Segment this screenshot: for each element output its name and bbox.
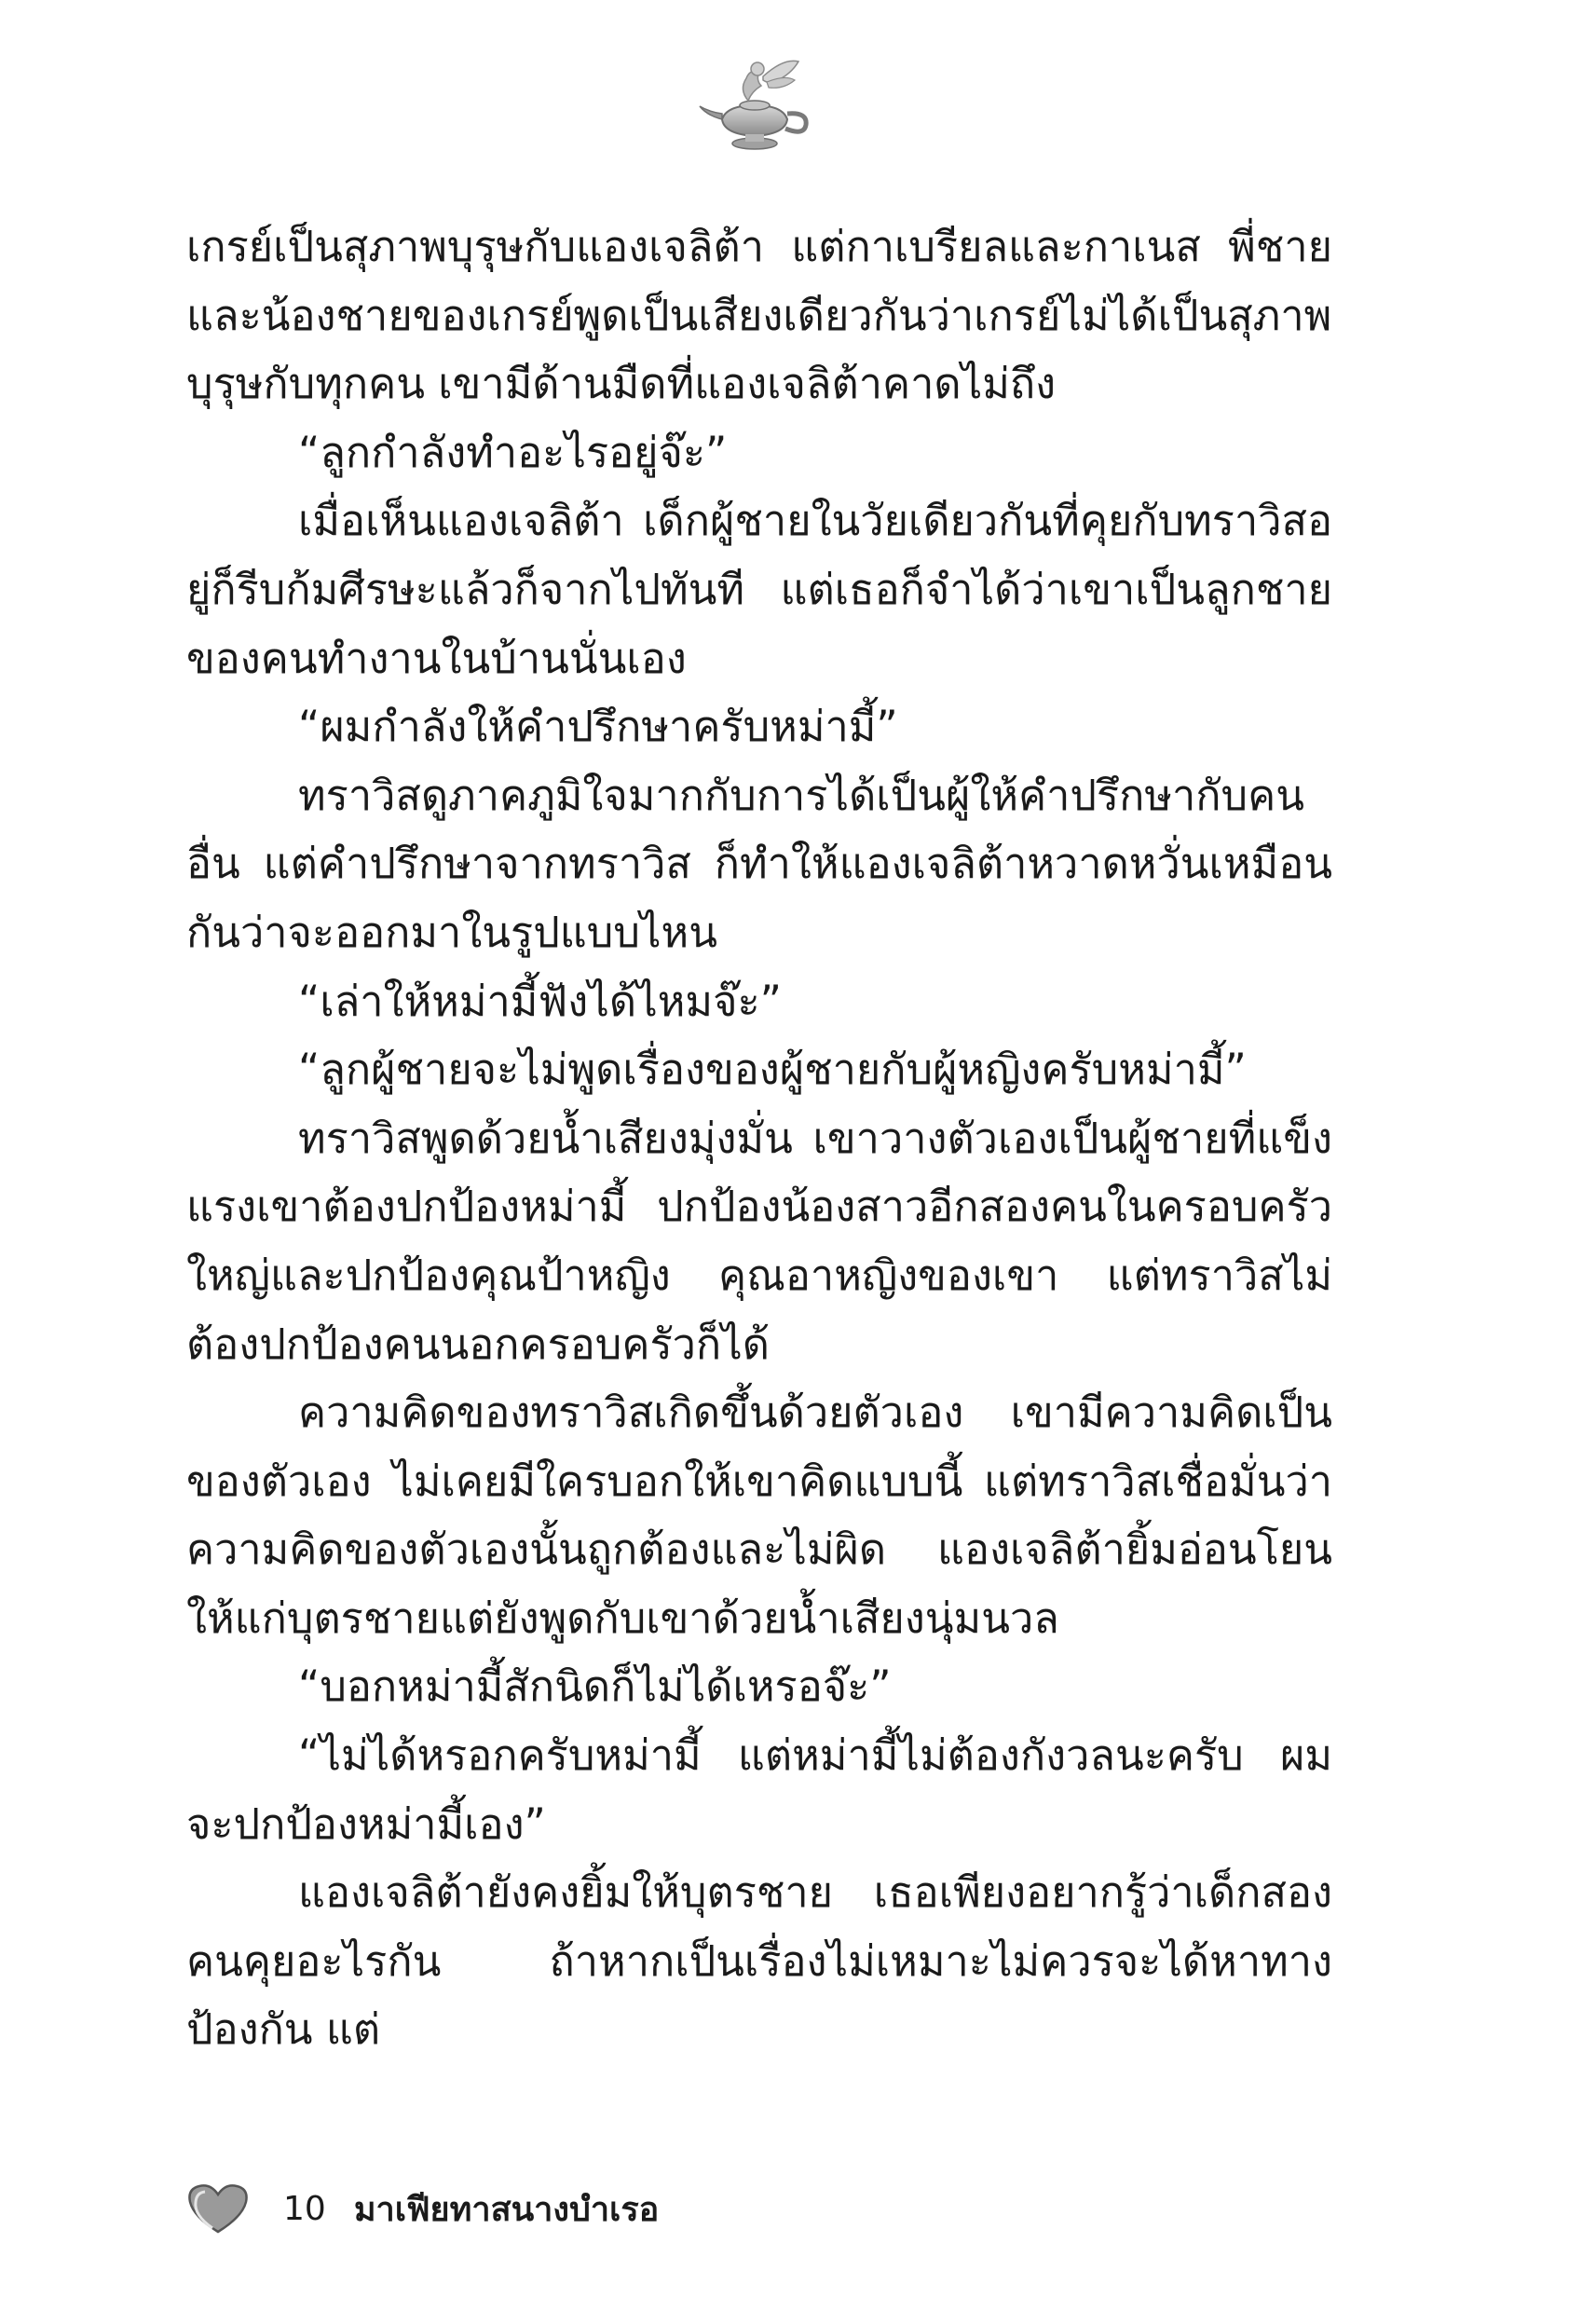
heart-icon (184, 2181, 252, 2236)
page-footer (184, 2179, 659, 2238)
paragraph: “บอกหม่ามี้สักนิดก็ไม่ได้เหรอจ๊ะ” (298, 1661, 892, 1712)
paragraph: “ไม่ได้หรอกครับหม่ามี้ แต่หม่ามี้ไม่ต้องกังวลนะครับ ผมจะปกป้องหม่ามี้เอง” (186, 1730, 1332, 1849)
paragraph: แองเจลิต้ายังคงยิ้มให้บุตรชาย เธอเพียงอยากรู้ว่าเด็กสองคนคุยอะไรกัน ถ้าหากเป็นเรื่องไม่เหมาะไม่ควรจะได้หาทางป้องกัน แต่ (186, 1867, 1332, 2055)
paragraph: “ลูกผู้ชายจะไม่พูดเรื่องของผู้ชายกับผู้หญิงครับหม่ามี้” (298, 1045, 1247, 1095)
paragraph: ทราวิสพูดด้วยน้ำเสียงมุ่งมั่น เขาวางตัวเองเป็นผู้ชายที่แข็งแรงเขาต้องปกป้องหม่ามี้ ปกป้องน้องสาวอีกสองคนในครอบครัวใหญ่และปกป้องคุณป้าหญิง คุณอาหญิงของเขา แต่ทราวิสไม่ต้องปกป้องคนนอกครอบครัวก็ได้ (186, 1113, 1332, 1369)
paragraph: เมื่อเห็นแองเจลิต้า เด็กผู้ชายในวัยเดียวกันที่คุยกับทราวิสอยู่ก็รีบก้มศีรษะแล้วก็จากไปทันที แต่เธอก็จำได้ว่าเขาเป็นลูกชายของคนทำงานในบ้านนั่นเอง (186, 496, 1332, 683)
genie-lamp-cupid-icon (694, 54, 815, 157)
paragraph: ทราวิสดูภาคภูมิใจมากกับการได้เป็นผู้ให้คำปรึกษากับคนอื่น แต่คำปรึกษาจากทราวิส ก็ทำให้แองเจลิต้าหวาดหวั่นเหมือนกันว่าจะออกมาในรูปแบบไหน (186, 770, 1332, 957)
page-number: 10 (283, 2189, 326, 2228)
page-body (186, 212, 1332, 2064)
paragraph: “เล่าให้หม่ามี้ฟังได้ไหมจ๊ะ” (298, 976, 782, 1026)
book-title: มาเฟียทาสนางบำเรอ (353, 2190, 660, 2229)
paragraph: “ลูกกำลังทำอะไรอยู่จ๊ะ” (298, 427, 728, 477)
paragraph: “ผมกำลังให้คำปรึกษาครับหม่ามี้” (298, 702, 898, 752)
paragraph: ความคิดของทราวิสเกิดขึ้นด้วยตัวเอง เขามีความคิดเป็นของตัวเอง ไม่เคยมีใครบอกให้เขาคิดแบบนี้ แต่ทราวิสเชื่อมั่นว่าความคิดของตัวเองนั้นถูกต้องและไม่ผิด แองเจลิต้ายิ้มอ่อนโยนให้แก่บุตรชายแต่ยังพูดกับเขาด้วยน้ำเสียงนุ่มนวล (186, 1388, 1332, 1643)
paragraph: เกรย์เป็นสุภาพบุรุษกับแองเจลิต้า แต่กาเบรียลและกาเนส พี่ชายและน้องชายของเกรย์พูดเป็นเสียงเดียวกันว่าเกรย์ไม่ได้เป็นสุภาพบุรุษกับทุกคน เขามีด้านมืดที่แองเจลิต้าคาดไม่ถึง (186, 222, 1332, 409)
